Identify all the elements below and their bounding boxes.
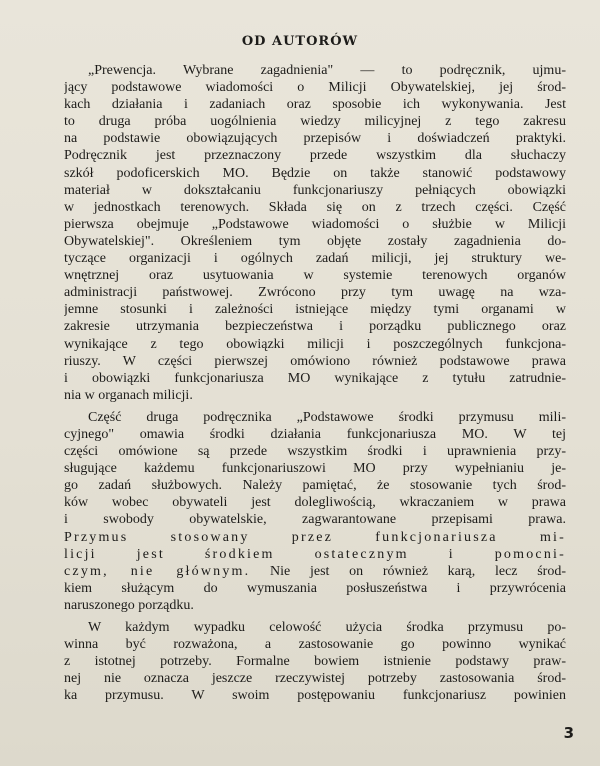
text-line: zakresie utrzymania bezpieczeństwa i porządku publicznego oraz <box>64 319 566 335</box>
text-line: tyczące organizacji i ogólnych zadań milicji, jej struktury we- <box>64 251 566 267</box>
mixed-line <box>64 563 566 580</box>
text-line: w jednostkach terenowych. Składa się on z trzech części. Część <box>64 199 566 215</box>
emphasized-line: licji jest środkiem ostatecznym i pomocni- <box>64 546 566 562</box>
emphasized-phrase: czym, nie głównym. <box>64 563 251 579</box>
text-line: ków wobec obywateli jest dolegliwością, wkraczaniem w prawa <box>64 495 566 511</box>
text-line: na podstawie obowiązujących przepisów i doświadczeń praktyki. <box>64 131 566 147</box>
text-line: wnętrznej oraz usytuowania w systemie terenowych organów <box>64 268 566 284</box>
text-line: naruszonego porządku. <box>64 597 194 613</box>
text-line: wynikające z tego obowiązki milicji i poszczególnych funkcjona- <box>64 336 566 352</box>
text-line: i swobody obywatelskie, zagwarantowane przepisami prawa. <box>64 512 566 528</box>
text-line: i obowiązki funkcjonariusza MO wynikające z tytułu zatrudnie- <box>64 370 566 386</box>
text-line: administracji państwowej. Zwrócono przy tym uwagę na wza- <box>64 285 566 301</box>
text-line: winna być rozważona, a zastosowanie go powinno wynikać <box>64 637 566 653</box>
text-line: z istotnej potrzeby. Formalne bowiem istnienie podstawy praw- <box>64 654 566 670</box>
text-line: to druga próba uogólnienia wiedzy milicyjnej z tego zakresu <box>64 114 566 130</box>
text-line: W każdym wypadku celowość użycia środka przymusu po- <box>88 620 566 635</box>
page-number: 3 <box>563 724 574 742</box>
text-line: pierwsza obejmuje „Podstawowe wiadomości o służbie w Milicji <box>64 216 566 232</box>
text-line: szkół podoficerskich MO. Będzie on także stanowić podstawowy <box>64 165 566 181</box>
text-line: Część druga podręcznika „Podstawowe środki przymusu mili- <box>88 409 566 425</box>
text-line: go zadań służbowych. Należy pamiętać, że stosowanie tych środ- <box>64 478 566 494</box>
page-heading: OD AUTORÓW <box>241 34 359 49</box>
text-line: sługujące każdemu funkcjonariuszowi MO przy wypełnianiu je- <box>64 461 566 477</box>
text-line: nej nie oznacza jeszcze rzeczywistej potrzeby zastosowania środ- <box>64 671 566 687</box>
text-line: części omówione są przede wszystkim środki i uprawnienia przy- <box>64 444 566 460</box>
text-line: kiem służącym do wymuszania posłuszeństwa i przywrócenia <box>64 580 566 596</box>
body-text <box>64 62 566 704</box>
text-line: riuszy. W części pierwszej omówiono również podstawowe prawa <box>64 353 566 369</box>
text-line: ka przymusu. W swoim postępowaniu funkcjonariusz powinien <box>64 688 566 704</box>
text-line: cyjnego" omawia środki działania funkcjonariusza MO. W tej <box>64 426 566 442</box>
text-line: „Prewencja. Wybrane zagadnienia" — to podręcznik, ujmu- <box>88 63 566 78</box>
emphasized-line: Przymus stosowany przez funkcjonariusza mi- <box>64 529 566 545</box>
text-line: jemne stosunki i zależności istniejące między tymi organami w <box>64 302 566 318</box>
text-line: jący podstawowe wiadomości o Milicji Obywatelskiej, jej środ- <box>64 80 566 96</box>
text-line: nia w organach milicji. <box>64 387 193 403</box>
text-line: materiał w dokształcaniu funkcjonariuszy pełniących obowiązki <box>64 182 566 198</box>
text-line: Podręcznik jest przeznaczony przede wszystkim dla słuchaczy <box>64 148 566 164</box>
text-line: Obywatelskiej". Określeniem tym objęte zostały zagadnienia do- <box>64 233 566 249</box>
text-line: kach działania i zadaniach oraz sposobie ich wykonywania. Jest <box>64 97 566 113</box>
text-fragment: Nie jest on również karą, lecz środ- <box>250 563 566 579</box>
